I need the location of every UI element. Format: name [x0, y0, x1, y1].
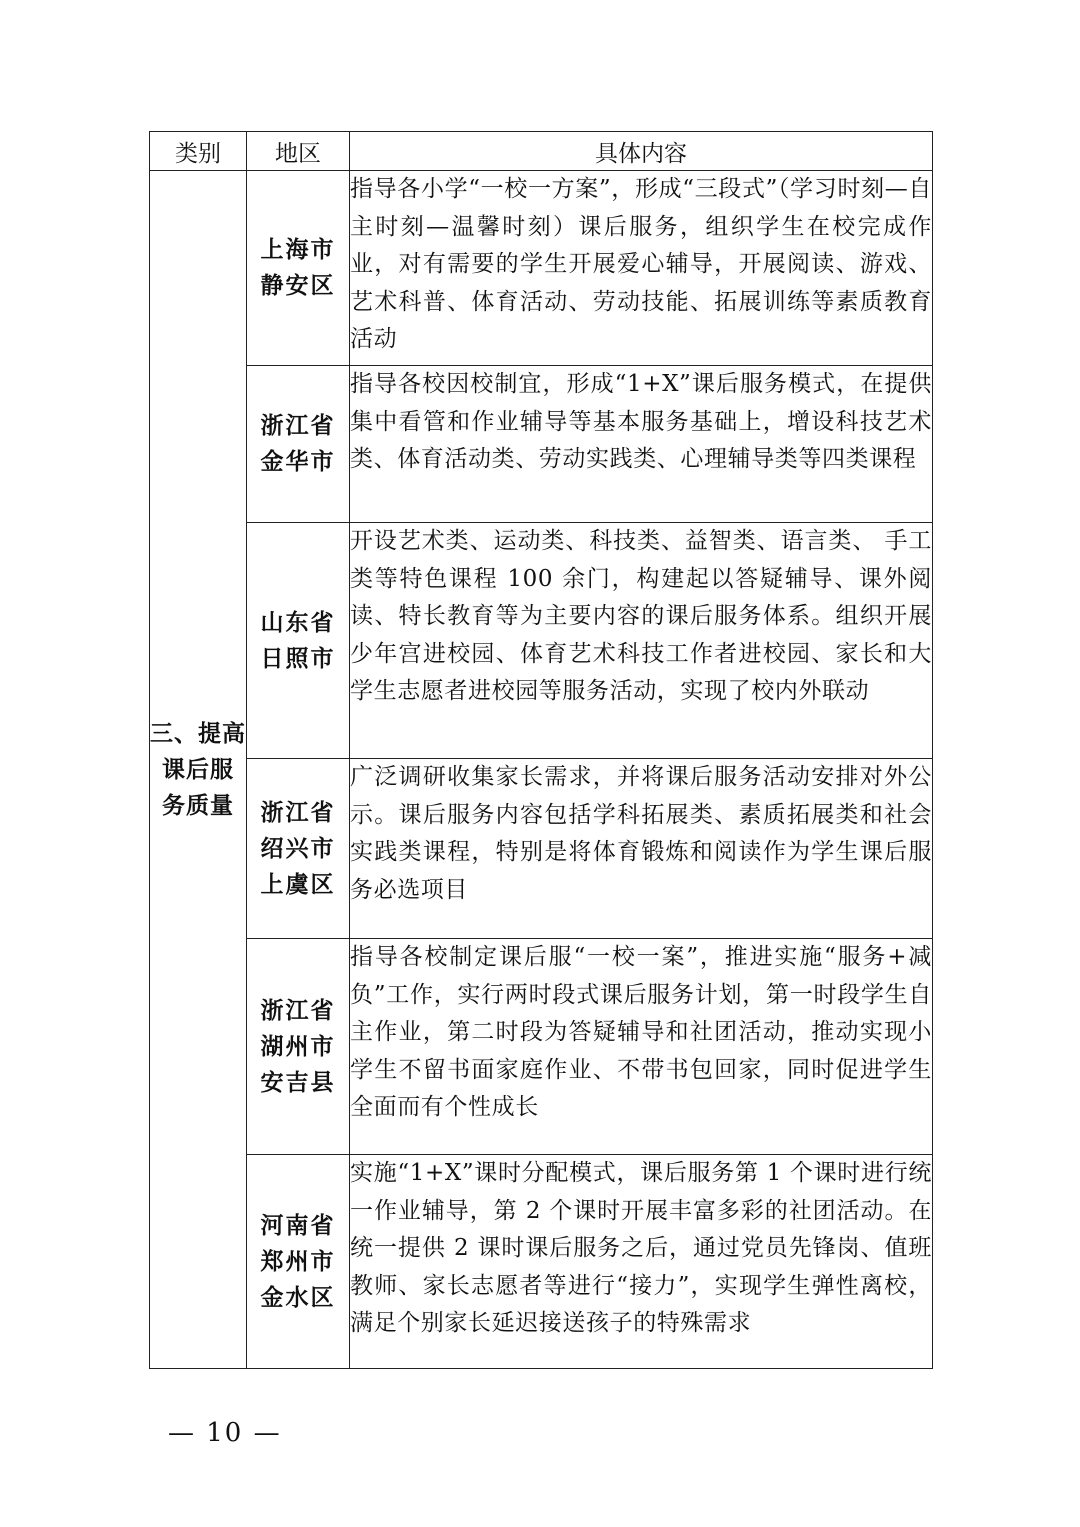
region-cell: [247, 939, 350, 1155]
content-cell: 开设艺术类、运动类、科技类、益智类、语言类、 手工类等特色课程 100 余门，构建起以答疑辅导、课外阅读、特长教育等为主要内容的课后服务体系。组织开展少年宫进校园、体育艺术科技工作者进校园、家长和大学生志愿者进校园等服务活动，实现了校内外联动: [350, 523, 933, 759]
table-row: [150, 759, 933, 939]
region-cell: [247, 1155, 350, 1369]
region-cell: [247, 171, 350, 366]
content-cell: 广泛调研收集家长需求，并将课后服务活动安排对外公示。课后服务内容包括学科拓展类、素质拓展类和社会实践类课程，特别是将体育锻炼和阅读作为学生课后服务必选项目: [350, 759, 933, 939]
region-line: 金水区: [260, 1283, 336, 1311]
region-line: 上虞区: [260, 870, 336, 898]
region-line: 郑州市: [260, 1247, 336, 1275]
table-row: [150, 1155, 933, 1369]
region-line: 安吉县: [260, 1068, 336, 1096]
region-line: 日照市: [260, 644, 336, 672]
category-cell: [150, 171, 247, 1369]
table-row: [150, 939, 933, 1155]
region-line: 山东省: [260, 608, 336, 636]
policy-table: [149, 131, 933, 1369]
region-line: 上海市: [260, 236, 336, 263]
region-line: 绍兴市: [260, 834, 336, 862]
content-cell: 指导各校因校制宜，形成“1+X”课后服务模式，在提供集中看管和作业辅导等基本服务基础上，增设科技艺术类、体育活动类、劳动实践类、心理辅导类等四类课程: [350, 366, 933, 523]
table-row: [150, 366, 933, 523]
category-line: 务质量: [162, 791, 234, 819]
category-line: 三、提高: [150, 719, 246, 747]
region-cell: [247, 523, 350, 759]
region-cell: [247, 759, 350, 939]
region-line: 湖州市: [260, 1032, 336, 1060]
region-line: 浙江省: [260, 798, 336, 826]
table-row: [150, 171, 933, 366]
header-content: 具体内容: [350, 132, 933, 171]
content-cell: 指导各校制定课后服“一校一案”，推进实施“服务+减负”工作，实行两时段式课后服务计划，第一时段学生自主作业，第二时段为答疑辅导和社团活动，推动实现小学生不留书面家庭作业、不带书包回家，同时促进学生全面而有个性成长: [350, 939, 933, 1155]
region-cell: [247, 366, 350, 523]
region-line: 浙江省: [260, 996, 336, 1024]
content-cell: 实施“1+X”课时分配模式，课后服务第 1 个课时进行统一作业辅导，第 2 个课时开展丰富多彩的社团活动。在统一提供 2 课时课后服务之后，通过党员先锋岗、值班教师、家长志愿者等进行“接力”，实现学生弹性离校，满足个别家长延迟接送孩子的特殊需求: [350, 1155, 933, 1369]
header-category: 类别: [150, 132, 247, 171]
region-line: 金华市: [260, 448, 336, 475]
table-row: [150, 523, 933, 759]
content-cell: 指导各小学“一校一方案”，形成“三段式”（学习时刻—自主时刻—温馨时刻）课后服务，组织学生在校完成作业，对有需要的学生开展爱心辅导，开展阅读、游戏、艺术科普、体育活动、劳动技能、拓展训练等素质教育活动: [350, 171, 933, 366]
region-line: 河南省: [260, 1211, 336, 1239]
region-line: 浙江省: [260, 412, 336, 439]
category-line: 课后服: [162, 755, 234, 783]
header-region: 地区: [247, 132, 350, 171]
region-line: 静安区: [260, 272, 336, 299]
page-number: — 10 —: [168, 1418, 282, 1448]
header-row: [150, 132, 933, 171]
